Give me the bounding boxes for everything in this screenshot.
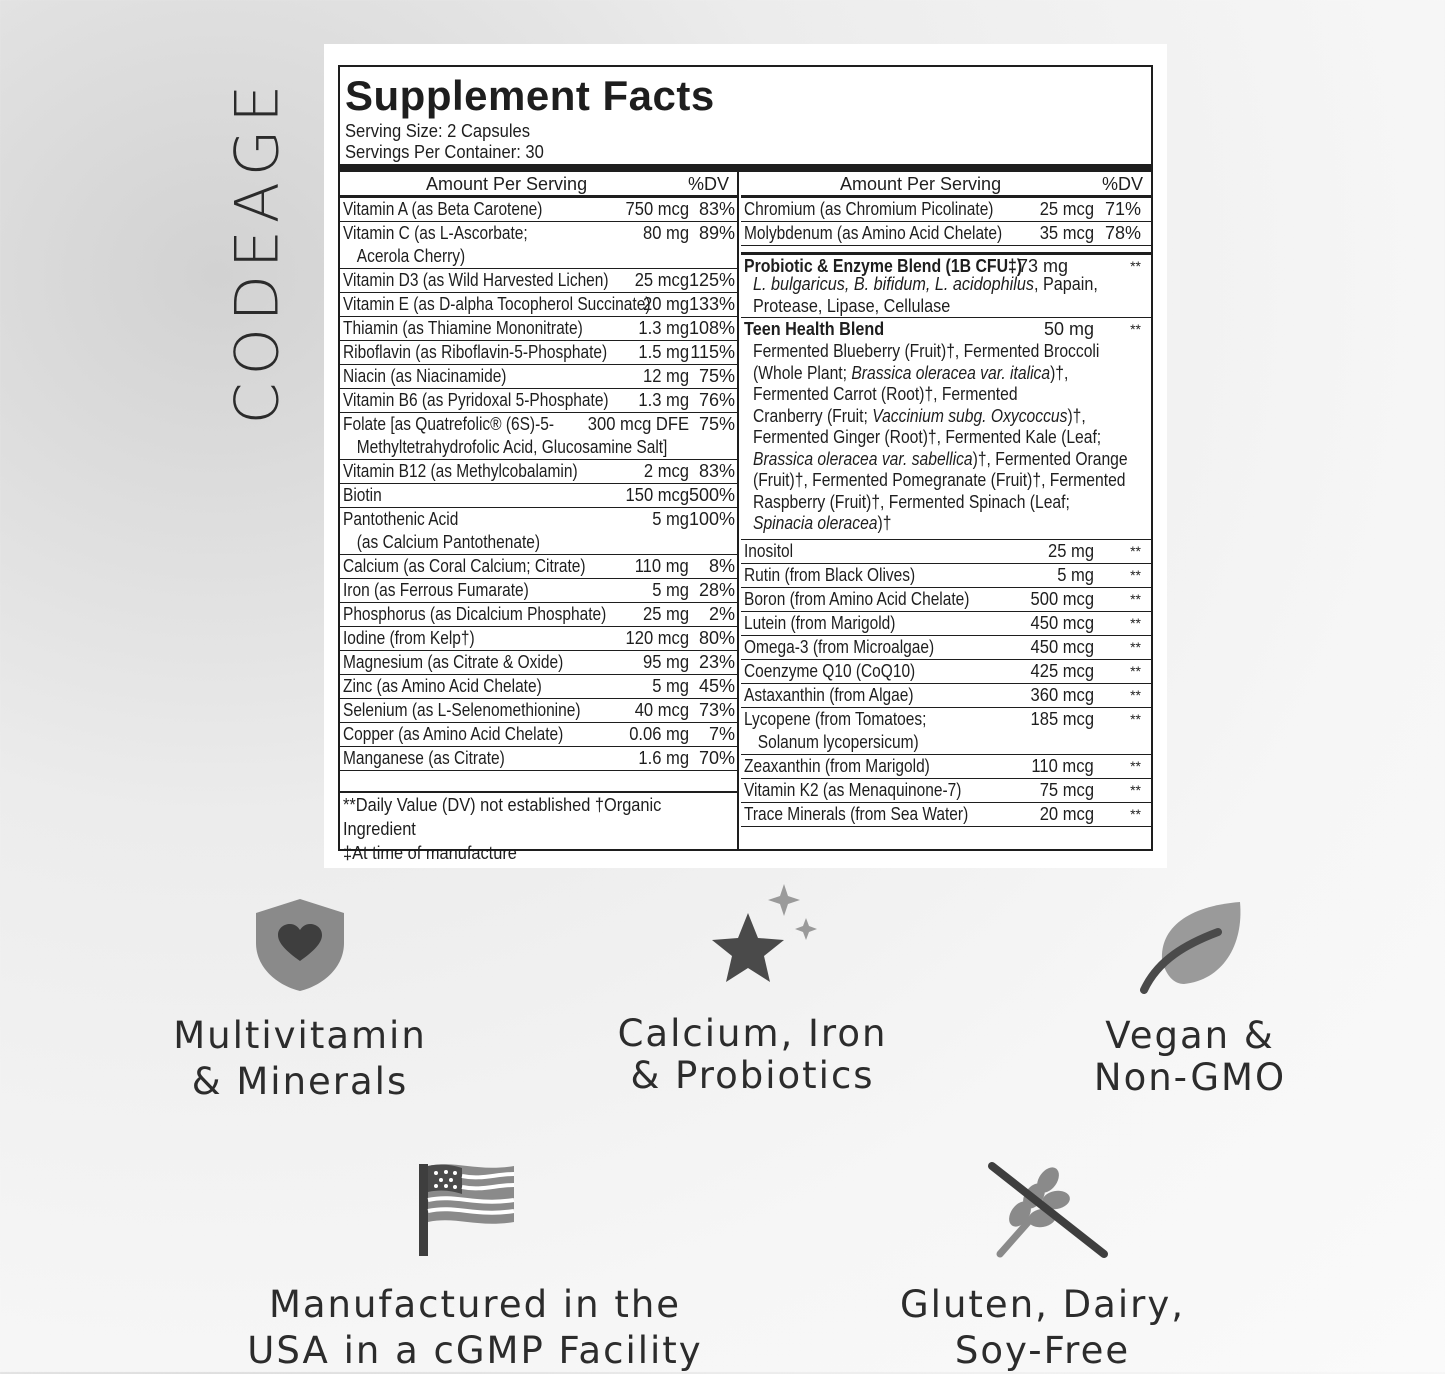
nutrient-row [741, 779, 1151, 803]
nutrient-amount: 185 mcg [1030, 709, 1094, 729]
teen-blend-dv: ** [1130, 321, 1141, 337]
nutrient-amount: 2 mcg [643, 461, 689, 481]
nutrient-dv: 80% [698, 628, 735, 648]
nutrient-name: Iron (as Ferrous Fumarate) [343, 580, 529, 600]
nutrient-dv: ** [1130, 687, 1141, 703]
nutrient-name: Pantothenic Acid (as Calcium Pantothenate) [343, 509, 541, 552]
feature-vegan: Vegan & Non-GMO [1093, 1014, 1287, 1099]
footnote [340, 791, 737, 863]
nutrient-dv: 8% [708, 556, 735, 576]
right-top-rows [741, 198, 1151, 246]
nutrient-name: Folate [as Quatrefolic® (6S)-5- Methyltetrahydrofolic Acid, Glucosamine Salt] [343, 414, 668, 457]
nutrient-dv: ** [1130, 782, 1141, 798]
nutrient-amount: 12 mg [642, 366, 689, 386]
nutrient-dv: 78% [1104, 223, 1141, 243]
brand-logo [222, 44, 292, 458]
nutrient-dv: 73% [698, 700, 735, 720]
nutrient-amount: 25 mcg [1039, 199, 1094, 219]
leaf-icon [1136, 898, 1246, 998]
nutrient-row [340, 484, 737, 508]
nutrient-row [741, 222, 1151, 246]
nutrient-row [741, 588, 1151, 612]
nutrient-row [741, 660, 1151, 684]
nutrient-dv: 83% [698, 461, 735, 481]
nutrient-amount: 120 mcg [625, 628, 689, 648]
nutrient-name: Zeaxanthin (from Marigold) [744, 756, 930, 776]
nutrient-dv: 7% [708, 724, 735, 744]
nutrient-row [340, 747, 737, 771]
nutrient-name: Selenium (as L-Selenomethionine) [343, 700, 581, 720]
nutrient-row [340, 699, 737, 723]
nutrient-amount: 25 mcg [634, 270, 689, 290]
right-column-header [741, 172, 1151, 198]
nutrient-amount: 5 mg [652, 676, 689, 696]
nutrient-row [741, 755, 1151, 779]
nutrient-row [741, 708, 1151, 755]
feature-multivitamin: Multivitamin & Minerals [173, 1014, 427, 1103]
nutrient-row [741, 564, 1151, 588]
left-column [340, 172, 739, 863]
nutrient-name: Vitamin B12 (as Methylcobalamin) [343, 461, 578, 481]
header-amount: Amount Per Serving [840, 174, 1002, 194]
nutrient-name: Riboflavin (as Riboflavin-5-Phosphate) [343, 342, 608, 362]
nutrient-name: Boron (from Amino Acid Chelate) [744, 589, 970, 609]
nutrient-row [340, 317, 737, 341]
nutrient-row [340, 413, 737, 460]
nutrient-name: Thiamin (as Thiamine Mononitrate) [343, 318, 583, 338]
nutrient-amount: 425 mcg [1030, 661, 1094, 681]
teen-health-blend-row [741, 318, 1151, 540]
teen-blend-amount: 50 mg [1043, 319, 1094, 339]
nutrient-row [340, 365, 737, 389]
nutrient-name: Lutein (from Marigold) [744, 613, 896, 633]
nutrient-row [340, 269, 737, 293]
nutrient-row [741, 612, 1151, 636]
header-amount: Amount Per Serving [426, 174, 588, 194]
nutrient-row [340, 627, 737, 651]
nutrient-name: Calcium (as Coral Calcium; Citrate) [343, 556, 586, 576]
nutrient-amount: 25 mg [1047, 541, 1094, 561]
blend-name: Probiotic & Enzyme Blend (1B CFU‡) [744, 256, 1023, 276]
nutrient-row [340, 389, 737, 413]
nutrient-amount: 5 mg [652, 509, 689, 529]
nutrient-name: Coenzyme Q10 (CoQ10) [744, 661, 916, 681]
supplement-facts-table [338, 65, 1153, 863]
nutrient-name: Zinc (as Amino Acid Chelate) [343, 676, 542, 696]
nutrient-name: Manganese (as Citrate) [343, 748, 505, 768]
nutrient-name: Magnesium (as Citrate & Oxide) [343, 652, 564, 672]
nutrient-amount: 450 mcg [1030, 637, 1094, 657]
nutrient-name: Iodine (from Kelp†) [343, 628, 475, 648]
serving-info [345, 121, 544, 163]
nutrient-amount: 35 mcg [1039, 223, 1094, 243]
nutrient-name: Vitamin A (as Beta Carotene) [343, 199, 543, 219]
nutrient-dv: 23% [698, 652, 735, 672]
nutrient-name: Astaxanthin (from Algae) [744, 685, 914, 705]
nutrient-name: Niacin (as Niacinamide) [343, 366, 507, 386]
nutrient-name: Vitamin D3 (as Wild Harvested Lichen) [343, 270, 609, 290]
nutrient-amount: 150 mcg [625, 485, 689, 505]
teen-blend-name: Teen Health Blend [744, 319, 885, 339]
feature-manufactured-usa: Manufactured in the USA in a cGMP Facility [247, 1283, 703, 1372]
nutrient-amount: 5 mg [652, 580, 689, 600]
nutrient-name: Vitamin E (as D-alpha Tocopherol Succinate) [343, 294, 651, 314]
nutrient-dv: 2% [708, 604, 735, 624]
nutrient-amount: 40 mcg [634, 700, 689, 720]
nutrient-dv: 133% [688, 294, 735, 314]
nutrient-amount: 5 mg [1057, 565, 1094, 585]
nutrient-row [340, 198, 737, 222]
nutrient-amount: 110 mg [634, 556, 689, 576]
servings-per-container: Servings Per Container: 30 [345, 142, 544, 162]
nutrient-amount: 360 mcg [1030, 685, 1094, 705]
feature-allergen-free: Gluten, Dairy, Soy-Free [900, 1283, 1185, 1372]
blend-ingredients: L. bulgaricus, B. bifidum, L. acidophilus, Papain, Protease, Lipase, Cellulase [753, 274, 1098, 316]
nutrient-amount: 110 mcg [1031, 756, 1094, 776]
serving-size: Serving Size: 2 Capsules [345, 121, 531, 141]
nutrient-row [340, 460, 737, 484]
nutrient-dv: 70% [698, 748, 735, 768]
no-gluten-icon [986, 1160, 1111, 1260]
star-sparkle-icon [706, 880, 826, 995]
nutrient-dv: ** [1130, 615, 1141, 631]
nutrient-name: Rutin (from Black Olives) [744, 565, 916, 585]
nutrient-row [340, 651, 737, 675]
nutrient-row [741, 684, 1151, 708]
right-bottom-rows [741, 540, 1151, 827]
nutrient-name: Lycopene (from Tomatoes; Solanum lycopersicum) [744, 709, 927, 752]
nutrient-dv: ** [1130, 567, 1141, 583]
nutrient-amount: 750 mcg [625, 199, 689, 219]
nutrient-dv: ** [1130, 711, 1141, 727]
probiotic-blend-row [741, 252, 1151, 318]
nutrient-dv: 100% [688, 509, 735, 529]
nutrient-dv: 115% [690, 342, 735, 362]
nutrient-dv: ** [1130, 591, 1141, 607]
nutrient-name: Vitamin B6 (as Pyridoxal 5-Phosphate) [343, 390, 609, 410]
nutrient-amount: 25 mg [642, 604, 689, 624]
nutrient-dv: ** [1130, 663, 1141, 679]
nutrient-amount: 1.3 mg [638, 390, 689, 410]
nutrient-amount: 450 mcg [1030, 613, 1094, 633]
nutrient-name: Trace Minerals (from Sea Water) [744, 804, 969, 824]
nutrient-name: Chromium (as Chromium Picolinate) [744, 199, 994, 219]
nutrient-row [741, 636, 1151, 660]
facts-title: Supplement Facts [345, 72, 715, 119]
us-flag-icon [416, 1160, 521, 1260]
nutrient-amount: 1.6 mg [638, 748, 689, 768]
nutrient-dv: ** [1130, 806, 1141, 822]
nutrient-dv: 75% [698, 414, 735, 434]
left-column-header [340, 172, 737, 198]
nutrient-row [340, 603, 737, 627]
footnote-line-1: **Daily Value (DV) not established †Organic Ingredient [343, 795, 662, 839]
blend-dv: ** [1130, 258, 1141, 274]
feature-calcium-iron: Calcium, Iron & Probiotics [617, 1012, 888, 1097]
nutrient-amount: 20 mg [642, 294, 689, 314]
header-dv: %DV [1101, 174, 1143, 194]
nutrient-dv: 28% [698, 580, 735, 600]
nutrient-row [340, 579, 737, 603]
nutrient-dv: 71% [1104, 199, 1141, 219]
nutrient-amount: 300 mcg DFE [587, 414, 689, 434]
nutrient-dv: ** [1130, 758, 1141, 774]
header-dv: %DV [687, 174, 729, 194]
nutrient-amount: 20 mcg [1039, 804, 1094, 824]
nutrient-dv: 108% [688, 318, 735, 338]
divider-bar [340, 164, 1151, 172]
nutrient-row [340, 555, 737, 579]
nutrient-dv: 76% [698, 390, 735, 410]
nutrient-name: Biotin [343, 485, 382, 505]
nutrient-amount: 500 mcg [1030, 589, 1094, 609]
nutrient-amount: 1.3 mg [638, 318, 689, 338]
nutrient-name: Phosphorus (as Dicalcium Phosphate) [343, 604, 607, 624]
nutrient-row [340, 222, 737, 269]
nutrient-name: Vitamin C (as L-Ascorbate; Acerola Cherry) [343, 223, 528, 266]
nutrient-name: Molybdenum (as Amino Acid Chelate) [744, 223, 1003, 243]
nutrient-dv: ** [1130, 639, 1141, 655]
nutrient-amount: 1.5 mg [638, 342, 689, 362]
nutrient-dv: 75% [698, 366, 735, 386]
nutrient-row [340, 723, 737, 747]
nutrient-name: Copper (as Amino Acid Chelate) [343, 724, 564, 744]
nutrient-name: Vitamin K2 (as Menaquinone-7) [744, 780, 962, 800]
nutrient-row [340, 293, 737, 317]
nutrient-dv: 500% [688, 485, 735, 505]
nutrient-amount: 80 mg [642, 223, 689, 243]
blend-amount: 73 mg [1017, 256, 1068, 276]
right-column [741, 172, 1151, 849]
nutrient-dv: 125% [688, 270, 735, 290]
nutrient-dv: 89% [698, 223, 735, 243]
nutrient-row [340, 341, 737, 365]
footnote-line-2: ‡At time of manufacture [343, 843, 517, 863]
nutrient-row [340, 508, 737, 555]
left-rows [340, 198, 737, 771]
nutrient-amount: 95 mg [642, 652, 689, 672]
nutrient-row [741, 198, 1151, 222]
brand-name: CODEAGE [222, 77, 293, 425]
nutrient-dv: 45% [698, 676, 735, 696]
nutrient-amount: 0.06 mg [629, 724, 689, 744]
nutrient-dv: ** [1130, 543, 1141, 559]
nutrient-name: Omega-3 (from Microalgae) [744, 637, 935, 657]
nutrient-amount: 75 mcg [1039, 780, 1094, 800]
nutrient-name: Inositol [744, 541, 794, 561]
teen-blend-ingredients: Fermented Blueberry (Fruit)†, Fermented Broccoli (Whole Plant; Brassica oleracea var. italica)†, Fermented Carrot (Root)†, Fermented Cranberry (Fruit; Vaccinium subg. Oxycoccus)†, Fermented Ginger (Root)†, Fermented Kale (Leaf; Brassica oleracea var. sabellica)†, Fermented Orange (Fruit)†, Fermented Pomegranate (Fruit)†, Fermented Raspberry (Fruit)†, Fermented Spinach (Leaf; Spinacia oleracea)† [753, 341, 1128, 533]
nutrient-dv: 83% [698, 199, 735, 219]
nutrient-row [340, 675, 737, 699]
nutrient-row [741, 803, 1151, 827]
nutrient-row [741, 540, 1151, 564]
shield-heart-icon [250, 895, 350, 995]
